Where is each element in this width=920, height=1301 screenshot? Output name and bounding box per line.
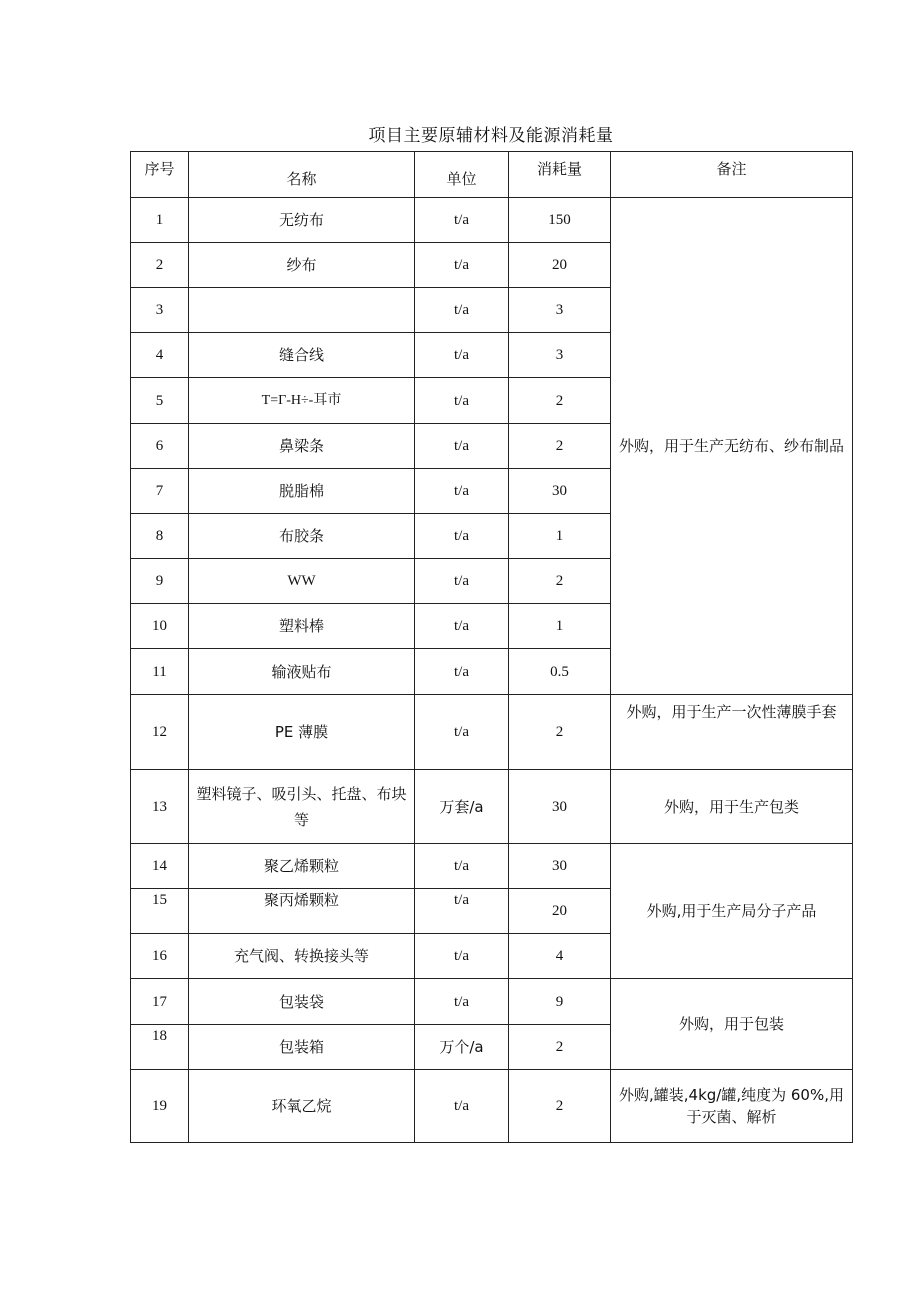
row-name: 纱布 (189, 243, 415, 288)
row-name: 缝合线 (189, 333, 415, 378)
row-seq: 10 (131, 604, 189, 649)
row-name: 输液贴布 (189, 649, 415, 695)
row-quantity: 30 (509, 770, 611, 844)
row-quantity: 30 (509, 469, 611, 514)
row-seq: 3 (131, 288, 189, 333)
row-unit: t/a (415, 844, 509, 889)
row-seq: 14 (131, 844, 189, 889)
header-unit: 单位 (415, 152, 509, 198)
row-name (189, 288, 415, 333)
row-quantity: 2 (509, 695, 611, 770)
remark-row-13: 外购，用于生产包类 (611, 770, 853, 844)
row-quantity: 2 (509, 378, 611, 424)
row-name: PE 薄膜 (189, 695, 415, 770)
row-unit: t/a (415, 198, 509, 243)
remark-group-14-16: 外购,用于生产局分子产品 (611, 844, 853, 979)
row-unit: t/a (415, 979, 509, 1025)
row-unit: 万套/a (415, 770, 509, 844)
row-seq: 1 (131, 198, 189, 243)
row-quantity: 2 (509, 559, 611, 604)
remark-group-17-18: 外购，用于包装 (611, 979, 853, 1070)
row-quantity: 20 (509, 889, 611, 934)
row-seq: 12 (131, 695, 189, 770)
row-name: 无纺布 (189, 198, 415, 243)
table-row (131, 979, 853, 1025)
row-name: 塑料棒 (189, 604, 415, 649)
row-unit: t/a (415, 889, 509, 934)
row-unit: t/a (415, 604, 509, 649)
table-row (131, 844, 853, 889)
row-quantity: 0.5 (509, 649, 611, 695)
row-name: 环氧乙烷 (189, 1070, 415, 1143)
row-quantity: 4 (509, 934, 611, 979)
row-unit: t/a (415, 695, 509, 770)
row-seq: 9 (131, 559, 189, 604)
row-unit: t/a (415, 378, 509, 424)
row-unit: t/a (415, 424, 509, 469)
row-unit: t/a (415, 288, 509, 333)
row-seq: 18 (131, 1025, 189, 1070)
table-row (131, 770, 853, 844)
row-seq: 2 (131, 243, 189, 288)
table-row (131, 1070, 853, 1143)
table-title: 项目主要原辅材料及能源消耗量 (368, 126, 614, 146)
row-name: 脱脂棉 (189, 469, 415, 514)
row-quantity: 2 (509, 424, 611, 469)
row-quantity: 2 (509, 1025, 611, 1070)
row-quantity: 9 (509, 979, 611, 1025)
row-unit: t/a (415, 469, 509, 514)
row-quantity: 1 (509, 514, 611, 559)
row-seq: 16 (131, 934, 189, 979)
row-name: T=Γ-H÷-耳市 (189, 378, 415, 424)
row-quantity: 2 (509, 1070, 611, 1143)
row-seq: 7 (131, 469, 189, 514)
row-seq: 19 (131, 1070, 189, 1143)
row-quantity: 3 (509, 333, 611, 378)
header-name: 名称 (189, 152, 415, 198)
row-quantity: 20 (509, 243, 611, 288)
row-name: 布胶条 (189, 514, 415, 559)
row-unit: t/a (415, 243, 509, 288)
row-name: 鼻梁条 (189, 424, 415, 469)
row-seq: 6 (131, 424, 189, 469)
row-seq: 17 (131, 979, 189, 1025)
header-seq: 序号 (131, 152, 189, 198)
row-name: 聚丙烯颗粒 (189, 889, 415, 934)
row-seq: 8 (131, 514, 189, 559)
table-row (131, 695, 853, 770)
row-name: 包装箱 (189, 1025, 415, 1070)
header-remark: 备注 (611, 152, 853, 198)
row-seq: 4 (131, 333, 189, 378)
materials-table (130, 151, 853, 1143)
row-unit: t/a (415, 934, 509, 979)
row-quantity: 1 (509, 604, 611, 649)
row-name: WW (189, 559, 415, 604)
row-unit: t/a (415, 649, 509, 695)
row-seq: 15 (131, 889, 189, 934)
row-quantity: 30 (509, 844, 611, 889)
table-header-row (131, 152, 853, 198)
row-quantity: 3 (509, 288, 611, 333)
table-row (131, 198, 853, 243)
row-quantity: 150 (509, 198, 611, 243)
row-name: 聚乙烯颗粒 (189, 844, 415, 889)
row-seq: 11 (131, 649, 189, 695)
row-unit: t/a (415, 1070, 509, 1143)
row-unit: t/a (415, 514, 509, 559)
row-seq: 5 (131, 378, 189, 424)
row-seq: 13 (131, 770, 189, 844)
row-name: 塑料镜子、吸引头、托盘、布块等 (189, 770, 415, 844)
row-unit: t/a (415, 559, 509, 604)
row-name: 包装袋 (189, 979, 415, 1025)
row-unit: t/a (415, 333, 509, 378)
remark-row-19: 外购,罐装,4kg/罐,纯度为 60%,用于灭菌、解析 (611, 1070, 853, 1143)
remark-group-1-11: 外购，用于生产无纺布、纱布制品 (611, 198, 853, 695)
header-quantity: 消耗量 (509, 152, 611, 198)
remark-row-12: 外购，用于生产一次性薄膜手套 (611, 695, 853, 770)
row-name: 充气阀、转换接头等 (189, 934, 415, 979)
row-unit: 万个/a (415, 1025, 509, 1070)
